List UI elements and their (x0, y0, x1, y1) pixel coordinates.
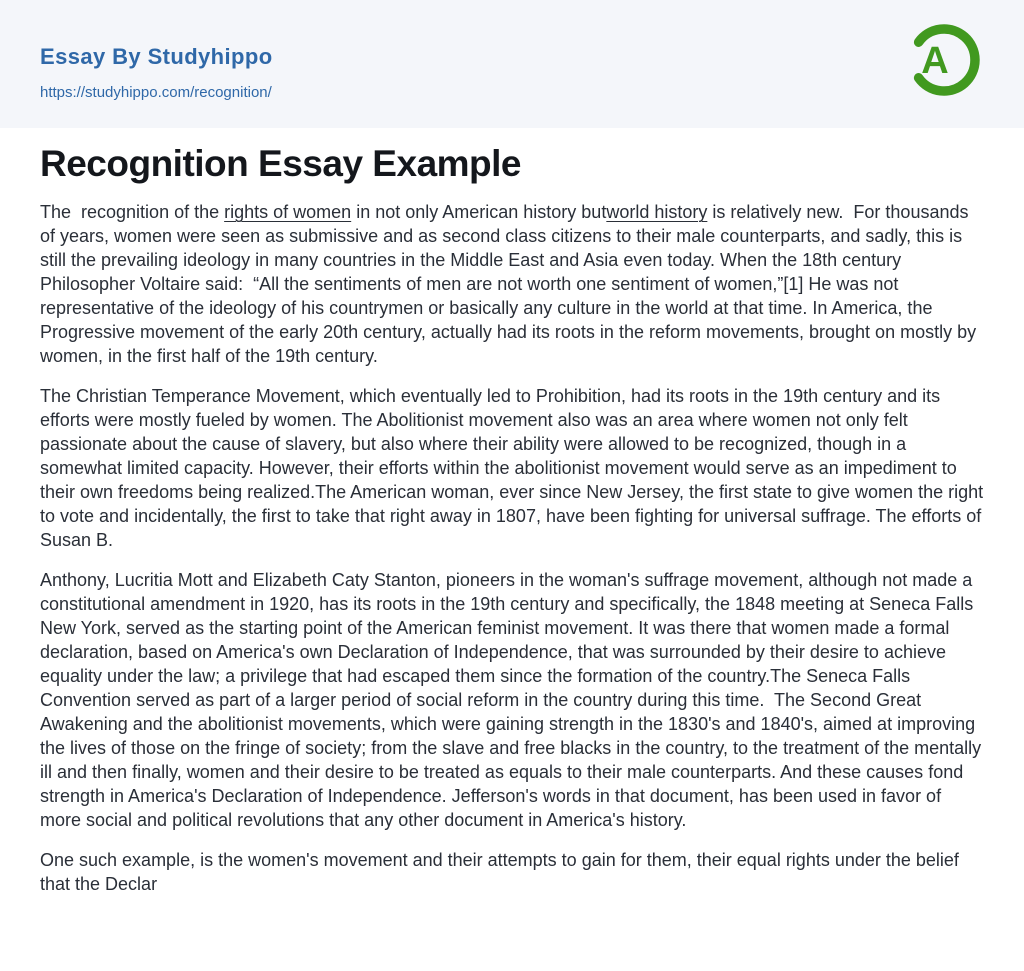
text-run: is relatively new. For thousands of years, women were seen as submissive and as second class citizens to their male counterparts, and sadly, this is still the prevailing ideology in many countries in the Middle East and Asia even today. When the 18th century Philosopher Voltaire said: “All the sentiments of men are not worth one sentiment of women,”[1] He was not representative of the ideology of his countrymen or basically any culture in the world at that time. In America, the Progressive movement of the early 20th century, actually had its roots in the reform movements, brought on mostly by women, in the first half of the 19th century. (40, 202, 982, 366)
essay-paragraph (40, 848, 984, 896)
logo-letter: A (921, 40, 949, 82)
source-url-link[interactable]: https://studyhippo.com/recognition/ (40, 84, 272, 101)
text-run: in not only American history but (351, 202, 607, 222)
text-run: The Christian Temperance Movement, which eventually led to Prohibition, had its roots in the 19th century and its efforts were mostly fueled by women. The Abolitionist movement also was an area where women not only felt passionate about the cause of slavery, but also where their ability were allowed to be recognized, though in a somewhat limited capacity. However, their efforts within the abolitionist movement would serve as an impediment to their own freedoms being realized.The American woman, ever since New Jersey, the first state to give women the right to vote and incidentally, the first to take that right away in 1807, have been fighting for universal suffrage. The efforts of Susan B. (40, 386, 989, 550)
essay-paragraph (40, 568, 987, 832)
text-run: Anthony, Lucritia Mott and Elizabeth Caty Stanton, pioneers in the woman's suffrage movement, although not made a constitutional amendment in 1920, has its roots in the 19th century and specifically, the 1848 meeting at Seneca Falls New York, served as the starting point of the American feminist movement. It was there that women made a formal declaration, based on America's own Declaration of Independence, that was surrounded by their desire to achieve equality under the law; a privilege that had escaped them since the formation of the country.The Seneca Falls Convention served as part of a larger period of social reform in the country during this time. The Second Great Awakening and the abolitionist movements, which were gaining strength in the 1830's and 1840's, aimed at improving the lives of those on the fringe of society; from the slave and free blacks in the country, to the treatment of the mentally ill and then finally, women and their desire to be treated as equals to their male counterparts. And these causes fond strength in America's Declaration of Independence. Jefferson's words in that document, has been used in favor of more social and political revolutions that any other document in America's history. (40, 570, 987, 830)
byline: Essay By Studyhippo (40, 44, 273, 69)
page-title: Recognition Essay Example (40, 143, 522, 184)
text-run: One such example, is the women's movement and their attempts to gain for them, their equal rights under the belief that the Declar (40, 850, 964, 894)
logo-ring-icon (902, 18, 986, 102)
essay-content (0, 128, 1024, 896)
site-header (0, 0, 1024, 128)
inline-link[interactable]: world history (606, 202, 708, 222)
essay-body (40, 200, 989, 896)
inline-link[interactable]: rights of women (224, 202, 352, 222)
studyhippo-logo (902, 18, 986, 102)
text-run: The recognition of the (40, 202, 225, 222)
essay-paragraph (40, 200, 984, 368)
essay-paragraph (40, 384, 989, 552)
